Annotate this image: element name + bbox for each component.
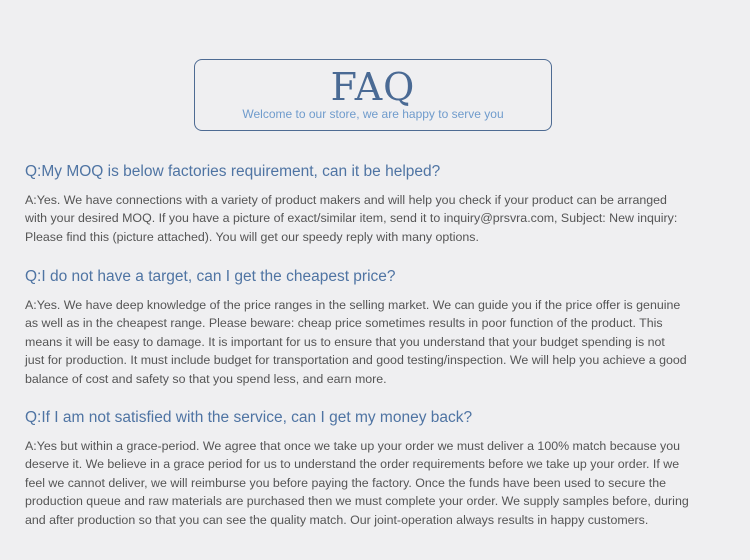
faq-answer: A:Yes. We have connections with a variety of product makers and will help you check if your product can be arranged with your desired MOQ. If you have a picture of exact/similar item, send it to inquiry@prsvra.com, Subject: New inquiry: Please find this (picture attached). You will get our speedy reply with many options. bbox=[25, 193, 678, 244]
faq-item-price bbox=[25, 267, 730, 388]
faq-question: Q:I do not have a target, can I get the cheapest price? bbox=[25, 268, 396, 285]
page-title: FAQ bbox=[330, 65, 416, 109]
faq-question: Q:My MOQ is below factories requirement, can it be helped? bbox=[25, 163, 441, 180]
faq-header-box bbox=[194, 59, 552, 131]
faq-item-refund bbox=[25, 408, 730, 529]
page-subtitle: Welcome to our store, we are happy to serve you bbox=[242, 107, 504, 121]
faq-answer: A:Yes. We have deep knowledge of the price ranges in the selling market. We can guide you if the price offer is genuine as well as in the cheapest range. Please beware: cheap price sometimes results in poor function of the product. This means it will be easy to damage. It is important for us to ensure that you understand that your budget spending is not just for production. It must include budget for transportation and good testing/inspection. We will help you achieve a good balance of cost and safety so that you spend less, and earn more. bbox=[25, 298, 687, 386]
faq-item-moq bbox=[25, 162, 730, 246]
faq-answer: A:Yes but within a grace-period. We agree that once we take up your order we must deliver a 100% match because you deserve it. We believe in a grace period for us to understand the order requirements before we take up your order. If we feel we cannot deliver, we will reimburse you before paying the factory. Once the funds have been used to secure the production queue and raw materials are purchased then we must complete your order. We supply samples before, during and after production so that you can see the quality match. Our joint-operation always results in happy customers. bbox=[25, 439, 689, 527]
faq-question: Q:If I am not satisfied with the service, can I get my money back? bbox=[25, 409, 473, 426]
